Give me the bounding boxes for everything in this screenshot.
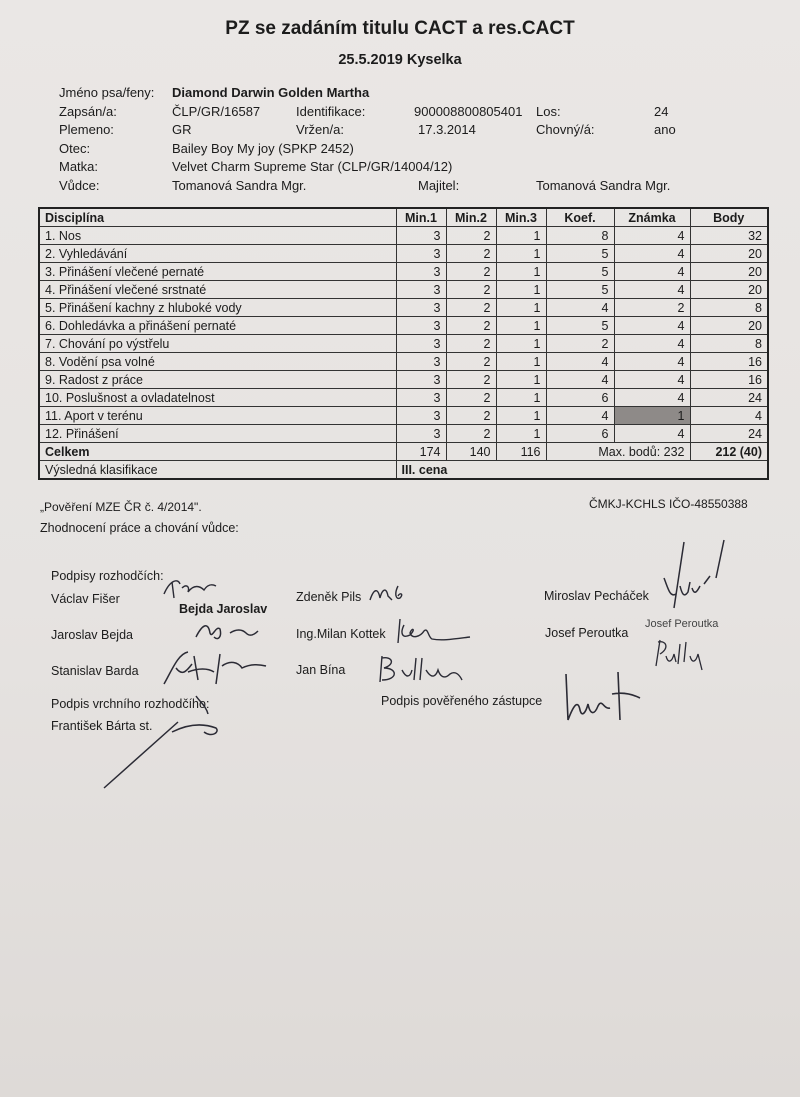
header-body: Body <box>690 208 768 227</box>
min2-cell: 2 <box>446 263 496 281</box>
min2-cell: 2 <box>446 245 496 263</box>
min1-cell: 3 <box>396 299 446 317</box>
born-label: Vržen/a: <box>296 122 344 137</box>
breed-value: GR <box>172 122 192 137</box>
znamka-cell: 4 <box>614 227 690 245</box>
header-min3: Min.3 <box>496 208 546 227</box>
total-min3: 116 <box>496 443 546 461</box>
min1-cell: 3 <box>396 263 446 281</box>
name-label: Jméno psa/feny: <box>59 85 155 100</box>
dog-name: Diamond Darwin Golden Martha <box>172 85 370 100</box>
znamka-cell: 2 <box>614 299 690 317</box>
min3-cell: 1 <box>496 371 546 389</box>
koef-cell: 5 <box>546 281 614 299</box>
min3-cell: 1 <box>496 425 546 443</box>
znamka-cell-highlighted: 1 <box>614 407 690 425</box>
breed-label: Plemeno: <box>59 122 114 137</box>
table-row <box>39 245 768 263</box>
judge-name: Jan Bína <box>296 663 346 677</box>
signature-pechacek <box>644 538 734 628</box>
koef-cell: 5 <box>546 263 614 281</box>
total-min1: 174 <box>396 443 446 461</box>
body-cell: 20 <box>690 281 768 299</box>
min3-cell: 1 <box>496 263 546 281</box>
body-cell: 20 <box>690 245 768 263</box>
result-row <box>39 461 768 480</box>
znamka-cell: 4 <box>614 281 690 299</box>
stamp-peroutka: Josef Peroutka <box>645 618 719 630</box>
table-row <box>39 317 768 335</box>
koef-cell: 4 <box>546 299 614 317</box>
signature-deputy <box>556 664 646 724</box>
koef-cell: 6 <box>546 389 614 407</box>
min3-cell: 1 <box>496 245 546 263</box>
handler-value: Tomanová Sandra Mgr. <box>172 178 307 193</box>
min1-cell: 3 <box>396 389 446 407</box>
min3-cell: 1 <box>496 353 546 371</box>
body-cell: 4 <box>690 407 768 425</box>
authorization-note: „Pověření MZE ČR č. 4/2014". <box>40 500 202 514</box>
header-min1: Min.1 <box>396 208 446 227</box>
min1-cell: 3 <box>396 371 446 389</box>
discipline-cell: 3. Přinášení vlečené pernaté <box>39 263 396 281</box>
signature-bina <box>376 652 476 686</box>
father-value: Bailey Boy My joy (SPKP 2452) <box>172 141 354 156</box>
judges-label: Podpisy rozhodčích: <box>51 569 164 583</box>
znamka-cell: 4 <box>614 317 690 335</box>
znamka-cell: 4 <box>614 389 690 407</box>
header-znamka: Známka <box>614 208 690 227</box>
koef-cell: 6 <box>546 425 614 443</box>
min3-cell: 1 <box>496 281 546 299</box>
registered-label: Zapsán/a: <box>59 104 117 119</box>
koef-cell: 2 <box>546 335 614 353</box>
registered-value: ČLP/GR/16587 <box>172 104 261 119</box>
znamka-cell: 4 <box>614 371 690 389</box>
min1-cell: 3 <box>396 407 446 425</box>
judge-name: Jaroslav Bejda <box>51 628 133 642</box>
body-cell: 24 <box>690 389 768 407</box>
evaluation-label: Zhodnocení práce a chování vůdce: <box>40 521 239 535</box>
father-label: Otec: <box>59 141 91 156</box>
body-cell: 32 <box>690 227 768 245</box>
min1-cell: 3 <box>396 425 446 443</box>
header-min2: Min.2 <box>446 208 496 227</box>
discipline-cell: 11. Aport v terénu <box>39 407 396 425</box>
koef-cell: 5 <box>546 317 614 335</box>
scores-table <box>38 207 769 480</box>
signature-barda <box>158 646 268 690</box>
min2-cell: 2 <box>446 299 496 317</box>
id-value: 900008800805401 <box>414 104 523 119</box>
min2-cell: 2 <box>446 371 496 389</box>
body-cell: 24 <box>690 425 768 443</box>
table-row <box>39 227 768 245</box>
min1-cell: 3 <box>396 335 446 353</box>
body-cell: 8 <box>690 335 768 353</box>
min3-cell: 1 <box>496 335 546 353</box>
table-row <box>39 371 768 389</box>
min3-cell: 1 <box>496 227 546 245</box>
judge-name: Josef Peroutka <box>545 626 629 640</box>
min2-cell: 2 <box>446 407 496 425</box>
chief-judge-label: Podpis vrchního rozhodčího: <box>51 697 210 711</box>
min1-cell: 3 <box>396 317 446 335</box>
judge-name: Miroslav Pecháček <box>544 589 649 603</box>
min3-cell: 1 <box>496 407 546 425</box>
min2-cell: 2 <box>446 227 496 245</box>
signature-bejda <box>192 615 262 645</box>
min2-cell: 2 <box>446 335 496 353</box>
znamka-cell: 4 <box>614 245 690 263</box>
los-label: Los: <box>536 104 561 119</box>
discipline-cell: 4. Přinášení vlečené srstnaté <box>39 281 396 299</box>
body-cell: 20 <box>690 263 768 281</box>
min1-cell: 3 <box>396 245 446 263</box>
judge-name: Zdeněk Pils <box>296 590 362 604</box>
breeder-label: Chovný/á: <box>536 122 595 137</box>
mother-value: Velvet Charm Supreme Star (CLP/GR/14004/12) <box>172 159 453 174</box>
discipline-cell: 1. Nos <box>39 227 396 245</box>
breeder-value: ano <box>654 122 676 137</box>
table-header-row <box>39 208 768 227</box>
owner-label: Majitel: <box>418 178 460 193</box>
koef-cell: 4 <box>546 371 614 389</box>
koef-cell: 4 <box>546 407 614 425</box>
signature-pils <box>368 582 408 606</box>
min2-cell: 2 <box>446 389 496 407</box>
chief-judge-name: František Bárta st. <box>51 719 153 733</box>
result-label: Výsledná klasifikace <box>39 461 396 480</box>
judge-name: Ing.Milan Kottek <box>296 627 386 641</box>
min2-cell: 2 <box>446 425 496 443</box>
header-koef: Koef. <box>546 208 614 227</box>
koef-cell: 5 <box>546 245 614 263</box>
min1-cell: 3 <box>396 353 446 371</box>
body-cell: 16 <box>690 371 768 389</box>
discipline-cell: 8. Vodění psa volné <box>39 353 396 371</box>
koef-cell: 4 <box>546 353 614 371</box>
table-row <box>39 389 768 407</box>
discipline-cell: 10. Poslušnost a ovladatelnost <box>39 389 396 407</box>
min2-cell: 2 <box>446 317 496 335</box>
los-value: 24 <box>654 104 669 119</box>
organization-id: ČMKJ-KCHLS IČO-48550388 <box>589 497 748 511</box>
total-label: Celkem <box>39 443 396 461</box>
handler-label: Vůdce: <box>59 178 100 193</box>
judge-name: Václav Fišer <box>51 592 120 606</box>
header-discipline: Disciplína <box>39 208 396 227</box>
discipline-cell: 5. Přinášení kachny z hluboké vody <box>39 299 396 317</box>
total-body: 212 (40) <box>690 443 768 461</box>
date-place: 25.5.2019 Kyselka <box>338 52 462 68</box>
signature-barta <box>88 692 228 792</box>
document-title: PZ se zadáním titulu CACT a res.CACT <box>225 18 575 39</box>
discipline-cell: 6. Dohledávka a přinášení pernaté <box>39 317 396 335</box>
born-value: 17.3.2014 <box>418 122 476 137</box>
table-row <box>39 353 768 371</box>
signature-kottek <box>394 615 474 645</box>
min1-cell: 3 <box>396 227 446 245</box>
signature-fiser <box>160 574 220 604</box>
discipline-cell: 7. Chování po výstřelu <box>39 335 396 353</box>
znamka-cell: 4 <box>614 353 690 371</box>
deputy-label: Podpis pověřeného zástupce <box>381 694 543 708</box>
table-row <box>39 299 768 317</box>
stamp-bejda: Bejda Jaroslav <box>179 602 268 616</box>
min3-cell: 1 <box>496 299 546 317</box>
max-points: Max. bodů: 232 <box>546 443 690 461</box>
znamka-cell: 4 <box>614 335 690 353</box>
mother-label: Matka: <box>59 159 99 174</box>
koef-cell: 8 <box>546 227 614 245</box>
discipline-cell: 2. Vyhledávání <box>39 245 396 263</box>
table-row <box>39 281 768 299</box>
table-row <box>39 263 768 281</box>
min2-cell: 2 <box>446 281 496 299</box>
id-label: Identifikace: <box>296 104 366 119</box>
table-row <box>39 335 768 353</box>
judge-name: Stanislav Barda <box>51 664 139 678</box>
body-cell: 8 <box>690 299 768 317</box>
min3-cell: 1 <box>496 389 546 407</box>
owner-value: Tomanová Sandra Mgr. <box>536 178 671 193</box>
table-row <box>39 407 768 425</box>
min3-cell: 1 <box>496 317 546 335</box>
signature-peroutka <box>652 636 712 676</box>
total-min2: 140 <box>446 443 496 461</box>
result-value: III. cena <box>396 461 768 480</box>
znamka-cell: 4 <box>614 263 690 281</box>
body-cell: 20 <box>690 317 768 335</box>
min2-cell: 2 <box>446 353 496 371</box>
body-cell: 16 <box>690 353 768 371</box>
table-row <box>39 425 768 443</box>
discipline-cell: 12. Přinášení <box>39 425 396 443</box>
discipline-cell: 9. Radost z práce <box>39 371 396 389</box>
min1-cell: 3 <box>396 281 446 299</box>
total-row <box>39 443 768 461</box>
znamka-cell: 4 <box>614 425 690 443</box>
